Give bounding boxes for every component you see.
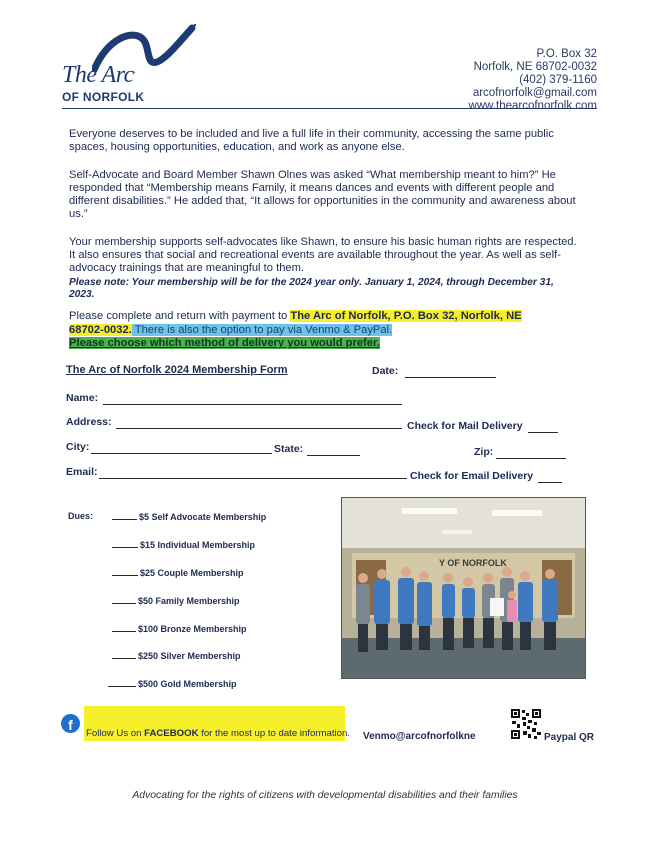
email-delivery-label: Check for Email Delivery <box>410 470 534 482</box>
group-photo <box>341 497 586 679</box>
facebook-icon[interactable]: f <box>61 714 80 733</box>
dues-option-label: $500 Gold Membership <box>138 679 237 689</box>
contact-website: www.thearcofnorfolk.com <box>468 100 597 112</box>
dues-label: Dues: <box>68 511 94 521</box>
contact-city: Norfolk, NE 68702-0032 <box>473 61 597 73</box>
zip-label: Zip: <box>474 446 494 458</box>
contact-phone: (402) 379-1160 <box>519 74 597 86</box>
address-label: Address: <box>66 416 112 428</box>
address-field[interactable] <box>116 428 402 429</box>
form-title: The Arc of Norfolk 2024 Membership Form <box>66 364 288 376</box>
venmo-handle: Venmo@arcofnorfolkne <box>363 731 476 742</box>
email-delivery-check[interactable] <box>538 482 562 483</box>
facebook-follow-text <box>86 728 350 739</box>
dues-option-label: $250 Silver Membership <box>138 651 241 661</box>
dues-option-500[interactable] <box>108 679 237 689</box>
intro-paragraph: Everyone deserves to be included and live a full life in their community, accessing the same public spaces, housing opportunities, education, and work as anyone else. <box>69 128 554 153</box>
dues-option-label: $25 Couple Membership <box>140 568 244 578</box>
testimonial-paragraph: Self-Advocate and Board Member Shawn Olnes was asked “What membership meant to him?” He responded that “Membership means Family, it means dances and events with different people and different disabilities.” He added that, “It allows for opportunities in the community and awareness about us.” <box>69 169 576 220</box>
date-field[interactable] <box>405 377 496 378</box>
org-subtitle: OF NORFOLK <box>62 90 145 104</box>
paypal-qr-label: Paypal QR <box>544 732 595 743</box>
delivery-instruction: Please choose which method of delivery you would prefer. <box>69 337 380 349</box>
dues-blank[interactable] <box>112 575 138 576</box>
org-name: The Arc. <box>62 62 136 88</box>
mail-delivery-check[interactable] <box>528 432 558 433</box>
email-field[interactable] <box>99 478 407 479</box>
dues-option-25[interactable] <box>112 568 244 578</box>
dues-option-50[interactable] <box>112 596 240 606</box>
support-paragraph: Your membership supports self-advocates like Shawn, to ensure his basic human rights are respected. It also ensures that social and recreational events are available throughout the year. As well as self-advocacy trainings that are meaningful to them. <box>69 236 577 274</box>
fb-brand: FACEBOOK <box>144 728 199 739</box>
qr-code-icon[interactable] <box>510 708 542 740</box>
payment-address: The Arc of Norfolk, P.O. Box 32, Norfolk, NE 68702-0032. <box>69 310 522 336</box>
state-label: State: <box>274 443 304 455</box>
contact-block <box>469 48 597 113</box>
payment-online-option: There is also the option to pay via Venmo & PayPal. <box>131 323 393 336</box>
dues-option-250[interactable] <box>112 651 241 661</box>
footer-tagline: Advocating for the rights of citizens with developmental disabilities and their families <box>132 790 518 801</box>
payment-intro: Please complete and return with payment to <box>69 310 291 322</box>
date-label: Date: <box>372 365 399 377</box>
dues-option-label: $50 Family Membership <box>138 596 240 606</box>
fb-text-post: for the most up to date information. <box>198 728 350 739</box>
dues-blank[interactable] <box>112 658 136 659</box>
contact-po-box: P.O. Box 32 <box>536 48 597 60</box>
fb-text-pre: Follow Us on <box>86 728 145 739</box>
dues-option-label: $100 Bronze Membership <box>138 624 247 634</box>
state-field[interactable] <box>307 455 360 456</box>
email-label: Email: <box>66 466 98 478</box>
dues-option-label: $15 Individual Membership <box>140 540 256 550</box>
dues-option-5[interactable] <box>112 512 266 522</box>
city-label: City: <box>66 441 90 453</box>
membership-note: Please note: Your membership will be for the 2024 year only. January 1, 2024, through December 31, 2023. <box>69 277 554 300</box>
payment-instructions <box>69 310 559 351</box>
dues-option-100[interactable] <box>112 624 247 634</box>
mail-delivery-label: Check for Mail Delivery <box>407 420 523 432</box>
dues-blank[interactable] <box>112 631 136 632</box>
name-label: Name: <box>66 392 99 404</box>
group-photo-illustration <box>342 498 585 678</box>
dues-blank[interactable] <box>112 547 138 548</box>
dues-option-15[interactable] <box>112 540 255 550</box>
dues-blank[interactable] <box>112 519 137 520</box>
city-field[interactable] <box>91 453 272 454</box>
dues-blank[interactable] <box>108 686 136 687</box>
photo-banner-text: Y OF NORFOLK <box>439 558 507 568</box>
name-field[interactable] <box>103 404 402 405</box>
contact-email: arcofnorfolk@gmail.com <box>472 87 597 99</box>
dues-blank[interactable] <box>112 603 136 604</box>
dues-option-label: $5 Self Advocate Membership <box>139 512 267 522</box>
zip-field[interactable] <box>496 458 566 459</box>
